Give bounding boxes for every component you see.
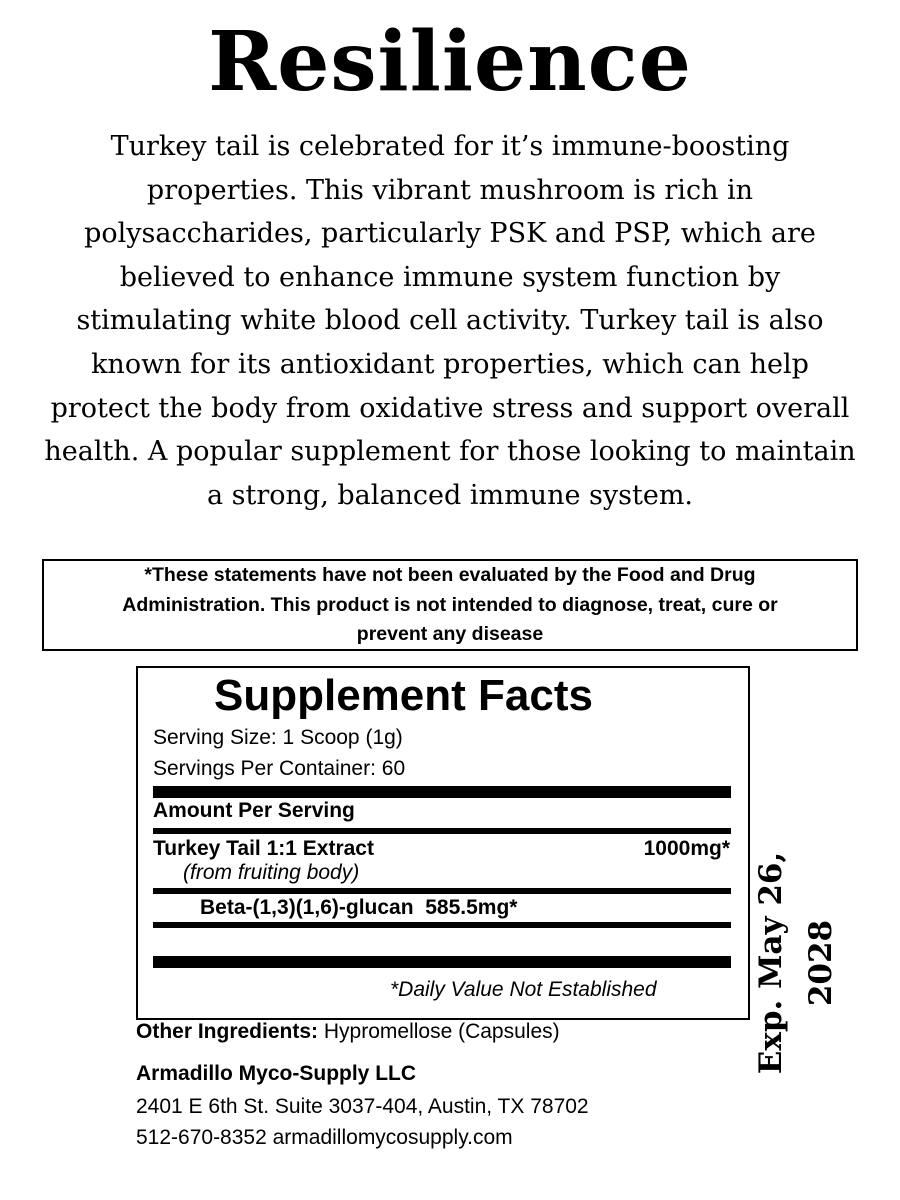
serving-size: Serving Size: 1 Scoop (1g) <box>153 726 403 749</box>
description-line: health. A popular supplement for those looking to maintain <box>44 436 856 468</box>
daily-value-footnote: *Daily Value Not Established <box>390 978 657 1001</box>
description-line: a strong, balanced immune system. <box>206 479 693 511</box>
divider <box>153 922 731 928</box>
disclaimer-line: *These statements have not been evaluated by the Food and Drug <box>144 564 756 586</box>
disclaimer-line: prevent any disease <box>356 623 544 645</box>
ingredient-name: Turkey Tail 1:1 Extract <box>153 837 374 860</box>
thick-divider <box>153 956 731 968</box>
description-line: Turkey tail is celebrated for it’s immune-boosting <box>110 131 790 162</box>
company-name: Armadillo Myco-Supply LLC <box>136 1062 417 1085</box>
sub-ingredient-amount: 585.5mg* <box>425 896 518 919</box>
description-line: protect the body from oxidative stress and support overall <box>50 392 850 424</box>
company-contact: 512-670-8352 armadillomycosupply.com <box>136 1126 513 1149</box>
sub-ingredient <box>200 895 517 921</box>
expiration-line: 2028 <box>803 919 839 1007</box>
description-line: polysaccharides, particularly PSK and PSP, which are <box>84 218 816 250</box>
other-ingredients <box>136 1018 560 1046</box>
supplement-facts-title: Supplement Facts <box>214 671 593 720</box>
product-title: Resilience <box>208 14 692 110</box>
description-line: believed to enhance immune system function by <box>119 261 781 293</box>
ingredient-amount: 1000mg* <box>643 837 730 860</box>
supplement-facts-panel <box>136 666 750 1020</box>
divider <box>153 828 731 834</box>
description-line: properties. This vibrant mushroom is rich in <box>146 174 754 206</box>
product-description <box>40 125 860 517</box>
amount-per-serving-label: Amount Per Serving <box>153 799 355 822</box>
disclaimer-line: Administration. This product is not intended to diagnose, treat, cure or <box>122 593 778 616</box>
other-ingredients-label: Other Ingredients: <box>136 1020 319 1043</box>
expiration-text <box>746 852 846 1075</box>
description-line: known for its antioxidant properties, which can help <box>91 348 809 380</box>
description-line: stimulating white blood cell activity. Turkey tail is also <box>76 305 824 337</box>
sub-ingredient-name: Beta-(1,3)(1,6)-glucan <box>200 896 414 919</box>
expiration-line: Exp. May 26, <box>753 851 789 1075</box>
ingredient-note: (from fruiting body) <box>183 861 360 884</box>
thick-divider <box>153 786 731 798</box>
fda-disclaimer-box <box>42 559 858 651</box>
divider <box>153 888 731 894</box>
company-address: 2401 E 6th St. Suite 3037-404, Austin, TX 78702 <box>136 1095 589 1118</box>
other-ingredients-value: Hypromellose (Capsules) <box>323 1020 560 1043</box>
servings-per-container: Servings Per Container: 60 <box>153 757 406 780</box>
